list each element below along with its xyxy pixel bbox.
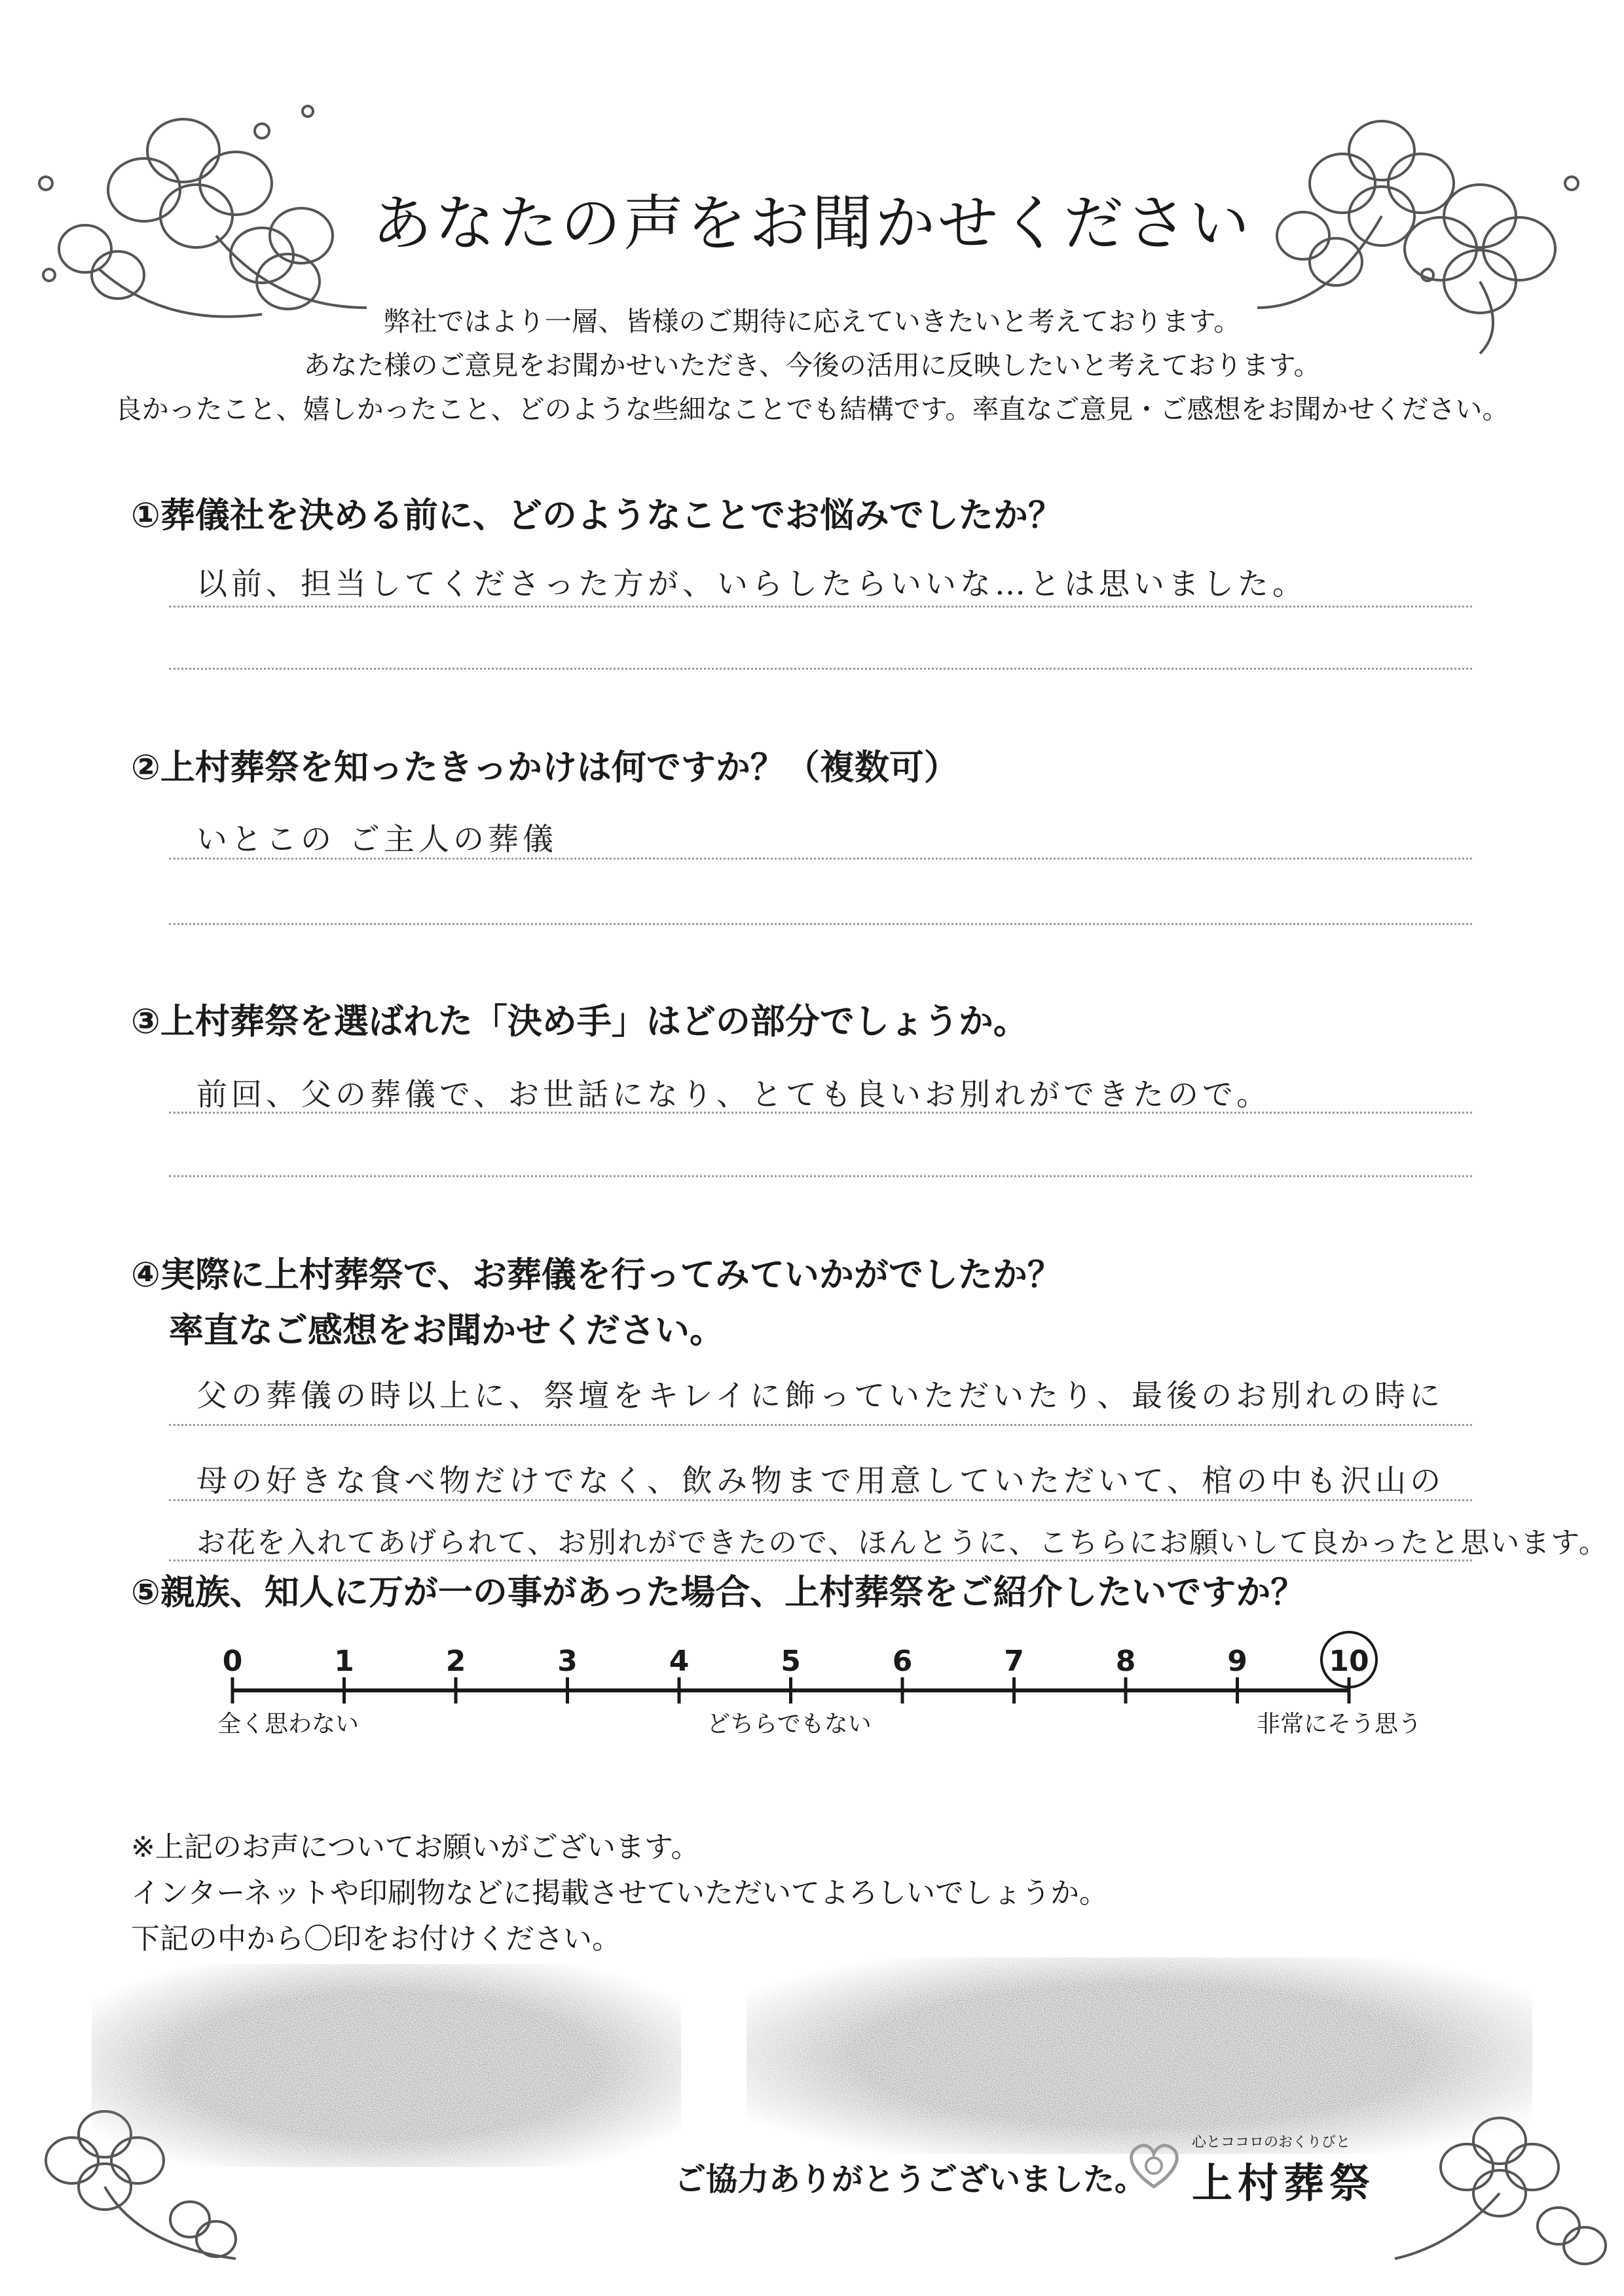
- heart-logo-icon: [1123, 2134, 1185, 2196]
- answer-1-rule-1: [169, 606, 1472, 608]
- answer-1-rule-2: [169, 668, 1472, 670]
- scale-number-4: 4: [669, 1645, 690, 1678]
- scale-high-label: 非常にそう思う: [1256, 1711, 1422, 1738]
- question-2-label: ②上村葬祭を知ったきっかけは何ですか？（複数可）: [131, 748, 959, 788]
- scale-mid-label: どちらでもない: [707, 1711, 872, 1738]
- question-4-sublabel: 率直なご感想をお聞かせください。: [169, 1311, 724, 1351]
- answer-4-line-1: 父の葬儀の時以上に、祭壇をキレイに飾っていただいたり、最後のお別れの時に: [196, 1378, 1445, 1414]
- answer-2-line-1: いとこの ご主人の葬儀: [196, 822, 557, 858]
- scale-number-9: 9: [1227, 1645, 1247, 1678]
- answer-4-line-3: お花を入れてあげられて、お別れができたので、ほんとうに、こちらにお願いして良かったと思います。: [196, 1526, 1609, 1559]
- question-5-label: ⑤親族、知人に万が一の事があった場合、上村葬祭をご紹介したいですか？: [131, 1573, 1306, 1613]
- answer-4-rule-2: [169, 1499, 1472, 1501]
- scale-number-8: 8: [1115, 1645, 1136, 1678]
- recommendation-scale: [196, 1624, 1473, 1768]
- answer-4-rule-1: [169, 1424, 1472, 1426]
- logo-name: 上村葬祭: [1192, 2159, 1376, 2207]
- page-title: あなたの声をお聞かせください: [371, 189, 1252, 259]
- thanks-message: ご協力ありがとうございました。: [674, 2161, 1147, 2198]
- consent-note-3: 下記の中から〇印をお付けください。: [131, 1922, 621, 1956]
- consent-note-1: ※上記のお声についてお願いがございます。: [131, 1831, 700, 1864]
- scale-number-2: 2: [445, 1645, 466, 1678]
- answer-3-rule-2: [169, 1175, 1472, 1177]
- intro-line-1: 弊社ではより一層、皆様のご期待に応えていきたいと考えております。: [383, 306, 1241, 337]
- question-1-label: ①葬儀社を決める前に、どのようなことでお悩みでしたか？: [131, 496, 1063, 536]
- redacted-area-left: [92, 1964, 681, 2167]
- question-3-label: ③上村葬祭を選ばれた「決め手」はどの部分でしょうか。: [131, 1002, 1028, 1042]
- scale-number-3: 3: [557, 1645, 578, 1678]
- answer-4-line-2: 母の好きな食べ物だけでなく、飲み物まで用意していただいて、棺の中も沢山の: [196, 1463, 1445, 1499]
- intro-line-3: 良かったこと、嬉しかったこと、どのような些細なことでも結構です。率直なご意見・ご感想をお聞かせください。: [115, 393, 1509, 425]
- scale-number-5: 5: [781, 1645, 801, 1678]
- redacted-area-right: [747, 1958, 1532, 2154]
- logo-tagline: 心とココロのおくりびと: [1192, 2134, 1351, 2151]
- intro-line-2: あなた様のご意見をお聞かせいただき、今後の活用に反映したいと考えております。: [303, 350, 1321, 381]
- answer-1-line-1: 以前、担当してくださった方が、いらしたらいいな…とは思いました。: [196, 566, 1307, 602]
- scale-number-0: 0: [222, 1645, 243, 1678]
- answer-3-rule-1: [169, 1112, 1472, 1114]
- question-4-label: ④実際に上村葬祭で、お葬儀を行ってみていかがでしたか？: [131, 1255, 1062, 1295]
- scale-number-1: 1: [334, 1645, 354, 1678]
- answer-2-rule-1: [169, 858, 1472, 860]
- answer-4-rule-3: [169, 1559, 1472, 1561]
- answer-2-rule-2: [169, 923, 1472, 925]
- scale-low-label: 全く思わない: [217, 1711, 360, 1738]
- consent-note-2: インターネットや印刷物などに掲載させていただいてよろしいでしょうか。: [131, 1876, 1109, 1910]
- answer-3-line-1: 前回、父の葬儀で、お世話になり、とても良いお別れができたので。: [196, 1077, 1272, 1113]
- scale-number-6: 6: [892, 1645, 913, 1678]
- scale-number-10: 10: [1329, 1645, 1369, 1678]
- scale-number-7: 7: [1004, 1645, 1024, 1678]
